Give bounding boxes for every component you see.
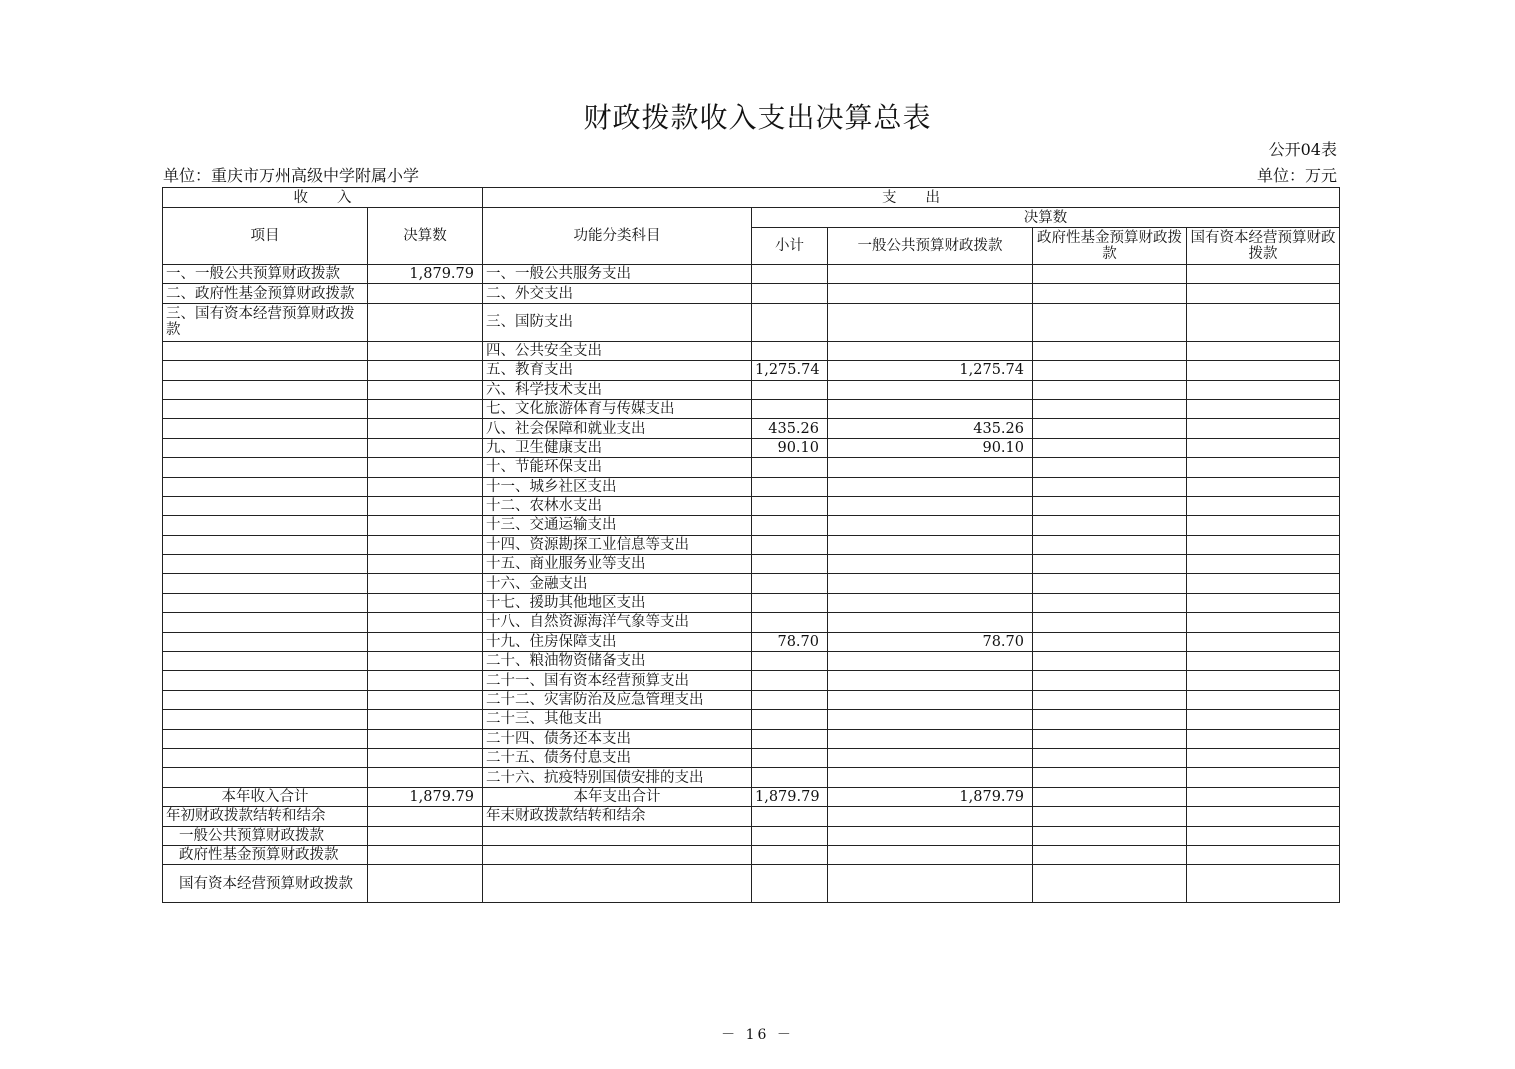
table-row [163,555,1340,574]
category-cell: 二十、粮油物资储备支出 [483,652,752,671]
general-cell: 435.26 [828,419,1033,438]
income-item-cell: 三、国有资本经营预算财政拨款 [163,303,368,341]
header-row-1 [163,188,1340,208]
end-balance-gov-fund [1033,807,1187,826]
income-item-cell [163,652,368,671]
table-row [163,535,1340,554]
table-row [163,593,1340,612]
gov-fund-cell [1033,748,1187,767]
subtotal-cell: 78.70 [752,632,828,651]
table-row [163,690,1340,709]
general-cell [828,496,1033,515]
subtotal-cell [752,477,828,496]
subtotal-cell [752,284,828,303]
category-cell: 三、国防支出 [483,303,752,341]
category-cell: 十六、金融支出 [483,574,752,593]
table-row [163,419,1340,438]
income-value-cell [368,399,483,418]
balance-sub-item-cell [483,826,752,845]
state-capital-header: 国有资本经营预算财政拨款 [1187,228,1340,265]
subtotal-cell: 1,275.74 [752,361,828,380]
balance-sub-item-cell [1187,845,1340,864]
gov-fund-cell [1033,284,1187,303]
general-cell [828,535,1033,554]
general-cell: 78.70 [828,632,1033,651]
expense-total-label: 本年支出合计 [483,787,752,806]
balance-row [163,807,1340,826]
category-cell: 二十二、灾害防治及应急管理支出 [483,690,752,709]
income-item-cell [163,632,368,651]
table-row [163,341,1340,360]
gov-fund-cell [1033,380,1187,399]
gov-fund-cell [1033,477,1187,496]
state-capital-cell [1187,265,1340,284]
income-value-cell [368,284,483,303]
income-value-cell [368,652,483,671]
subtotal-cell [752,768,828,787]
general-cell: 1,275.74 [828,361,1033,380]
general-cell [828,477,1033,496]
table-row [163,671,1340,690]
category-cell: 十七、援助其他地区支出 [483,593,752,612]
income-item-cell [163,748,368,767]
income-value-cell [368,380,483,399]
state-capital-cell [1187,399,1340,418]
end-balance-label: 年末财政拨款结转和结余 [483,807,752,826]
income-item-cell [163,729,368,748]
category-cell: 二十一、国有资本经营预算支出 [483,671,752,690]
subtotal-cell: 435.26 [752,419,828,438]
income-value-cell [368,535,483,554]
unit-organization: 单位：重庆市万州高级中学附属小学 [163,166,420,185]
income-item-cell: 一、一般公共预算财政拨款 [163,265,368,284]
subtotal-header: 小计 [752,228,828,265]
gov-fund-cell [1033,593,1187,612]
gov-fund-cell [1033,419,1187,438]
state-capital-cell [1187,303,1340,341]
subtotal-cell [752,555,828,574]
subtotal-cell [752,399,828,418]
gov-fund-cell [1033,729,1187,748]
page-number: － 16 － [721,1027,794,1043]
state-capital-cell [1187,748,1340,767]
unit-currency: 单位：万元 [1256,166,1337,185]
balance-sub-item-label: 一般公共预算财政拨款 [163,826,368,845]
income-item-cell [163,690,368,709]
state-capital-cell [1187,438,1340,457]
gov-fund-cell [1033,710,1187,729]
gov-fund-cell [1033,496,1187,515]
income-value-cell [368,593,483,612]
category-cell: 十二、农林水支出 [483,496,752,515]
income-item-cell [163,555,368,574]
balance-sub-item-cell [828,845,1033,864]
subtotal-cell [752,748,828,767]
item-header: 项目 [163,208,368,265]
table-row [163,477,1340,496]
general-cell [828,555,1033,574]
gov-fund-cell [1033,303,1187,341]
general-cell [828,284,1033,303]
table-row [163,496,1340,515]
state-capital-cell [1187,671,1340,690]
income-item-cell: 二、政府性基金预算财政拨款 [163,284,368,303]
category-cell: 二十六、抗疫特别国债安排的支出 [483,768,752,787]
final-amount-header: 决算数 [752,208,1340,228]
category-cell: 七、文化旅游体育与传媒支出 [483,399,752,418]
general-cell [828,265,1033,284]
income-value-cell [368,613,483,632]
general-cell: 90.10 [828,438,1033,457]
general-cell [828,729,1033,748]
end-balance-general [828,807,1033,826]
subtotal-cell [752,341,828,360]
state-capital-cell [1187,458,1340,477]
subtotal-cell [752,265,828,284]
category-cell: 四、公共安全支出 [483,341,752,360]
gov-fund-cell [1033,768,1187,787]
income-value-cell [368,574,483,593]
category-cell: 十九、住房保障支出 [483,632,752,651]
general-cell [828,380,1033,399]
income-value-cell [368,632,483,651]
category-cell: 十五、商业服务业等支出 [483,555,752,574]
balance-sub-item-label: 政府性基金预算财政拨款 [163,845,368,864]
state-capital-cell [1187,690,1340,709]
subtotal-cell [752,535,828,554]
income-item-cell [163,438,368,457]
state-capital-cell [1187,768,1340,787]
gov-fund-cell [1033,516,1187,535]
balance-sub-item-cell [752,826,828,845]
subtotal-cell [752,710,828,729]
gov-fund-cell [1033,341,1187,360]
income-item-cell [163,361,368,380]
subtotal-cell [752,613,828,632]
income-value-cell [368,690,483,709]
income-item-cell [163,593,368,612]
gov-fund-cell [1033,574,1187,593]
category-cell: 十一、城乡社区支出 [483,477,752,496]
table-row [163,516,1340,535]
balance-sub-item-cell [828,865,1033,903]
income-amount-header: 决算数 [368,208,483,265]
general-cell [828,574,1033,593]
general-budget-header: 一般公共预算财政拨款 [828,228,1033,265]
general-cell [828,458,1033,477]
subtotal-cell [752,729,828,748]
general-cell [828,768,1033,787]
balance-sub-item-cell [1033,865,1187,903]
income-value-cell [368,419,483,438]
balance-sub-item-cell [483,845,752,864]
income-value-cell [368,303,483,341]
expense-header: 支 出 [483,188,1340,208]
subtotal-cell [752,380,828,399]
state-capital-cell [1187,710,1340,729]
income-item-cell [163,496,368,515]
gov-fund-cell [1033,535,1187,554]
subtotal-cell [752,458,828,477]
category-cell: 二、外交支出 [483,284,752,303]
gov-fund-header: 政府性基金预算财政拨款 [1033,228,1187,265]
table-row [163,748,1340,767]
category-cell: 十三、交通运输支出 [483,516,752,535]
income-item-cell [163,574,368,593]
table-row [163,438,1340,457]
table-row [163,458,1340,477]
subtotal-cell: 90.10 [752,438,828,457]
table-row [163,613,1340,632]
subtotal-cell [752,303,828,341]
category-cell: 九、卫生健康支出 [483,438,752,457]
income-item-cell [163,710,368,729]
table-row [163,729,1340,748]
table-row [163,303,1340,341]
subtotal-cell [752,671,828,690]
category-header: 功能分类科目 [483,208,752,265]
income-total-label: 本年收入合计 [163,787,368,806]
general-cell [828,671,1033,690]
gov-fund-cell [1033,613,1187,632]
balance-sub-item-cell [483,865,752,903]
balance-sub-item-label: 国有资本经营预算财政拨款 [163,865,368,903]
state-capital-cell [1187,613,1340,632]
balance-sub-item-cell [1033,826,1187,845]
income-value-cell [368,768,483,787]
table-row [163,652,1340,671]
income-item-cell [163,671,368,690]
category-cell: 二十四、债务还本支出 [483,729,752,748]
gov-fund-cell [1033,690,1187,709]
balance-sub-row [163,826,1340,845]
income-value-cell [368,458,483,477]
balance-sub-item-cell [368,865,483,903]
category-cell: 六、科学技术支出 [483,380,752,399]
gov-fund-cell [1033,632,1187,651]
income-value-cell [368,671,483,690]
category-cell: 十、节能环保支出 [483,458,752,477]
state-capital-cell [1187,535,1340,554]
table-row [163,361,1340,380]
category-cell: 一、一般公共服务支出 [483,265,752,284]
income-value-cell [368,555,483,574]
balance-sub-item-cell [752,865,828,903]
balance-sub-item-cell [368,845,483,864]
income-value-cell [368,710,483,729]
state-capital-cell [1187,419,1340,438]
general-cell [828,613,1033,632]
gov-fund-cell [1033,671,1187,690]
income-value-cell [368,748,483,767]
state-capital-cell [1187,284,1340,303]
income-item-cell [163,399,368,418]
gov-fund-cell [1033,555,1187,574]
begin-balance-label: 年初财政拨款结转和结余 [163,807,368,826]
table-row [163,768,1340,787]
category-cell: 八、社会保障和就业支出 [483,419,752,438]
state-capital-cell [1187,632,1340,651]
general-cell [828,303,1033,341]
gov-fund-cell [1033,652,1187,671]
state-capital-cell [1187,593,1340,612]
balance-sub-item-cell [828,826,1033,845]
gov-fund-cell [1033,265,1187,284]
gov-fund-cell [1033,399,1187,418]
general-cell [828,710,1033,729]
income-item-cell [163,516,368,535]
state-capital-cell [1187,555,1340,574]
subtotal-cell [752,690,828,709]
table-row [163,710,1340,729]
expense-total-state-capital [1187,787,1340,806]
income-item-cell [163,380,368,399]
income-item-cell [163,419,368,438]
income-item-cell [163,458,368,477]
balance-sub-row [163,865,1340,903]
gov-fund-cell [1033,438,1187,457]
income-item-cell [163,341,368,360]
income-value-cell [368,341,483,360]
income-value-cell [368,477,483,496]
income-item-cell [163,535,368,554]
subtotal-cell [752,593,828,612]
income-value-cell: 1,879.79 [368,265,483,284]
table-row [163,574,1340,593]
category-cell: 二十三、其他支出 [483,710,752,729]
income-value-cell [368,516,483,535]
state-capital-cell [1187,574,1340,593]
table-row [163,632,1340,651]
state-capital-cell [1187,477,1340,496]
income-value-cell [368,438,483,457]
table-row [163,265,1340,284]
header-row-2 [163,208,1340,228]
income-item-cell [163,477,368,496]
end-balance-subtotal [752,807,828,826]
balance-sub-item-cell [752,845,828,864]
table-row [163,284,1340,303]
income-value-cell [368,361,483,380]
general-cell [828,652,1033,671]
income-item-cell [163,613,368,632]
general-cell [828,399,1033,418]
category-cell: 十四、资源勘探工业信息等支出 [483,535,752,554]
appropriation-summary-table [162,187,1340,903]
state-capital-cell [1187,380,1340,399]
income-value-cell [368,729,483,748]
state-capital-cell [1187,652,1340,671]
category-cell: 五、教育支出 [483,361,752,380]
balance-sub-item-cell [1187,865,1340,903]
general-cell [828,516,1033,535]
end-balance-state-capital [1187,807,1340,826]
general-cell [828,593,1033,612]
table-row [163,380,1340,399]
subtotal-cell [752,516,828,535]
subtotal-cell [752,652,828,671]
gov-fund-cell [1033,361,1187,380]
general-cell [828,748,1033,767]
gov-fund-cell [1033,458,1187,477]
balance-sub-row [163,845,1340,864]
balance-sub-item-cell [1187,826,1340,845]
totals-row [163,787,1340,806]
state-capital-cell [1187,729,1340,748]
table-row [163,399,1340,418]
subtotal-cell [752,574,828,593]
balance-sub-item-cell [1033,845,1187,864]
state-capital-cell [1187,496,1340,515]
form-number: 公开04表 [1268,140,1337,159]
state-capital-cell [1187,341,1340,360]
expense-total-gov-fund [1033,787,1187,806]
state-capital-cell [1187,361,1340,380]
income-item-cell [163,768,368,787]
expense-total-general: 1,879.79 [828,787,1033,806]
category-cell: 十八、自然资源海洋气象等支出 [483,613,752,632]
general-cell [828,690,1033,709]
document-title: 财政拨款收入支出决算总表 [583,101,932,134]
subtotal-cell [752,496,828,515]
state-capital-cell [1187,516,1340,535]
begin-balance-value [368,807,483,826]
income-header: 收 入 [163,188,483,208]
income-total-value: 1,879.79 [368,787,483,806]
expense-total-subtotal: 1,879.79 [752,787,828,806]
general-cell [828,341,1033,360]
balance-sub-item-cell [368,826,483,845]
category-cell: 二十五、债务付息支出 [483,748,752,767]
income-value-cell [368,496,483,515]
